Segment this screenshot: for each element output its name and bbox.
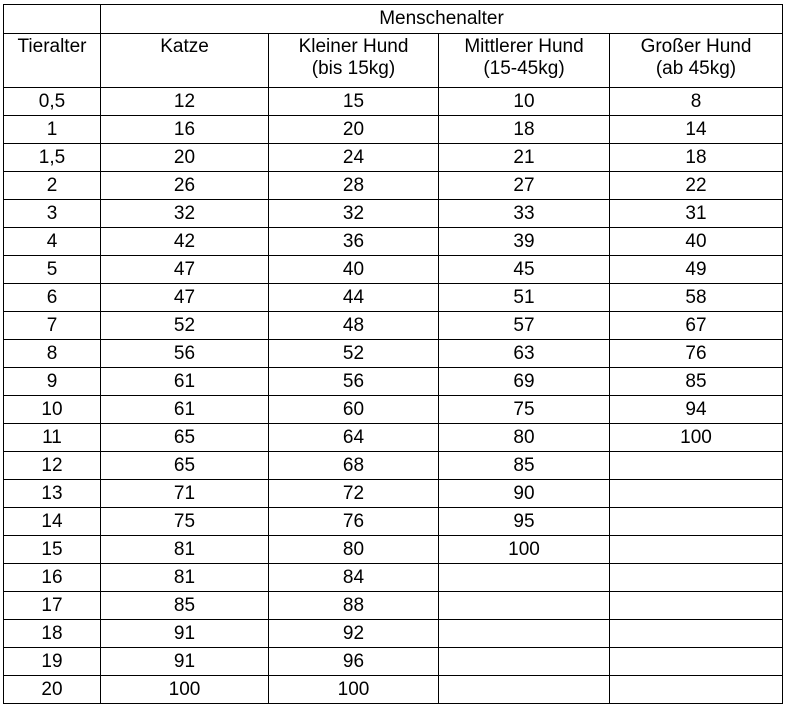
small-dog-age-cell: 92 <box>269 620 439 648</box>
cat-age-cell: 81 <box>101 564 269 592</box>
animal-age-cell: 11 <box>4 424 101 452</box>
medium-dog-age-cell: 18 <box>439 116 610 144</box>
small-dog-age-cell: 76 <box>269 508 439 536</box>
cat-age-cell: 91 <box>101 648 269 676</box>
small-dog-age-cell: 15 <box>269 88 439 116</box>
small-dog-age-cell: 20 <box>269 116 439 144</box>
cat-age-cell: 71 <box>101 480 269 508</box>
small-dog-age-cell: 56 <box>269 368 439 396</box>
large-dog-age-cell <box>610 592 783 620</box>
cat-age-cell: 81 <box>101 536 269 564</box>
cat-age-cell: 61 <box>101 396 269 424</box>
column-header-row <box>4 34 783 88</box>
table-row <box>4 228 783 256</box>
small-dog-age-cell: 32 <box>269 200 439 228</box>
large-dog-age-cell <box>610 452 783 480</box>
medium-dog-age-cell <box>439 648 610 676</box>
table-row <box>4 284 783 312</box>
table-row <box>4 424 783 452</box>
cat-age-cell: 75 <box>101 508 269 536</box>
large-dog-age-cell: 49 <box>610 256 783 284</box>
animal-age-cell: 20 <box>4 676 101 704</box>
medium-dog-age-cell <box>439 676 610 704</box>
table-row <box>4 256 783 284</box>
medium-dog-age-cell: 90 <box>439 480 610 508</box>
header-medium-dog-line1: Mittlerer Hund <box>464 36 584 57</box>
cat-age-cell: 65 <box>101 424 269 452</box>
medium-dog-age-cell: 27 <box>439 172 610 200</box>
table-row <box>4 480 783 508</box>
cat-age-cell: 56 <box>101 340 269 368</box>
cat-age-cell: 20 <box>101 144 269 172</box>
large-dog-age-cell <box>610 620 783 648</box>
animal-age-cell: 1 <box>4 116 101 144</box>
medium-dog-age-cell: 21 <box>439 144 610 172</box>
header-medium-dog <box>439 34 610 88</box>
table-row <box>4 396 783 424</box>
cat-age-cell: 52 <box>101 312 269 340</box>
table-row <box>4 452 783 480</box>
animal-age-cell: 4 <box>4 228 101 256</box>
age-comparison-table <box>3 4 783 704</box>
large-dog-age-cell <box>610 536 783 564</box>
header-small-dog-line2: (bis 15kg) <box>311 58 396 79</box>
cat-age-cell: 65 <box>101 452 269 480</box>
animal-age-cell: 3 <box>4 200 101 228</box>
cat-age-cell: 12 <box>101 88 269 116</box>
small-dog-age-cell: 52 <box>269 340 439 368</box>
header-cat-line1: Katze <box>160 36 209 57</box>
animal-age-cell: 16 <box>4 564 101 592</box>
small-dog-age-cell: 88 <box>269 592 439 620</box>
human-age-super-header: Menschenalter <box>101 5 783 34</box>
cat-age-cell: 32 <box>101 200 269 228</box>
animal-age-cell: 2 <box>4 172 101 200</box>
animal-age-cell: 8 <box>4 340 101 368</box>
cat-age-cell: 91 <box>101 620 269 648</box>
small-dog-age-cell: 44 <box>269 284 439 312</box>
large-dog-age-cell: 94 <box>610 396 783 424</box>
small-dog-age-cell: 80 <box>269 536 439 564</box>
table-row <box>4 312 783 340</box>
super-header-row <box>4 5 783 34</box>
table-row <box>4 592 783 620</box>
small-dog-age-cell: 72 <box>269 480 439 508</box>
animal-age-cell: 5 <box>4 256 101 284</box>
large-dog-age-cell: 18 <box>610 144 783 172</box>
medium-dog-age-cell: 57 <box>439 312 610 340</box>
medium-dog-age-cell: 63 <box>439 340 610 368</box>
animal-age-cell: 9 <box>4 368 101 396</box>
cat-age-cell: 42 <box>101 228 269 256</box>
medium-dog-age-cell: 10 <box>439 88 610 116</box>
header-large-dog-line1: Großer Hund <box>640 36 752 57</box>
large-dog-age-cell: 22 <box>610 172 783 200</box>
animal-age-cell: 0,5 <box>4 88 101 116</box>
table-row <box>4 340 783 368</box>
header-animal-age <box>4 34 101 88</box>
large-dog-age-cell: 85 <box>610 368 783 396</box>
medium-dog-age-cell: 51 <box>439 284 610 312</box>
large-dog-age-cell <box>610 564 783 592</box>
large-dog-age-cell: 40 <box>610 228 783 256</box>
header-cat <box>101 34 269 88</box>
animal-age-cell: 7 <box>4 312 101 340</box>
large-dog-age-cell <box>610 508 783 536</box>
table-row <box>4 200 783 228</box>
small-dog-age-cell: 24 <box>269 144 439 172</box>
medium-dog-age-cell <box>439 564 610 592</box>
cat-age-cell: 47 <box>101 284 269 312</box>
header-animal-age-line1: Tieralter <box>17 36 87 57</box>
small-dog-age-cell: 48 <box>269 312 439 340</box>
animal-age-cell: 1,5 <box>4 144 101 172</box>
table-row <box>4 676 783 704</box>
table-row <box>4 172 783 200</box>
animal-age-cell: 14 <box>4 508 101 536</box>
table-row <box>4 536 783 564</box>
table-row <box>4 368 783 396</box>
cat-age-cell: 26 <box>101 172 269 200</box>
large-dog-age-cell: 31 <box>610 200 783 228</box>
small-dog-age-cell: 40 <box>269 256 439 284</box>
medium-dog-age-cell <box>439 592 610 620</box>
large-dog-age-cell: 58 <box>610 284 783 312</box>
header-small-dog-line1: Kleiner Hund <box>298 36 409 57</box>
small-dog-age-cell: 84 <box>269 564 439 592</box>
animal-age-cell: 15 <box>4 536 101 564</box>
animal-age-cell: 13 <box>4 480 101 508</box>
small-dog-age-cell: 28 <box>269 172 439 200</box>
medium-dog-age-cell: 69 <box>439 368 610 396</box>
animal-age-cell: 10 <box>4 396 101 424</box>
medium-dog-age-cell: 95 <box>439 508 610 536</box>
table-row <box>4 508 783 536</box>
medium-dog-age-cell: 45 <box>439 256 610 284</box>
table-row <box>4 564 783 592</box>
small-dog-age-cell: 36 <box>269 228 439 256</box>
animal-age-cell: 6 <box>4 284 101 312</box>
large-dog-age-cell: 8 <box>610 88 783 116</box>
animal-age-cell: 17 <box>4 592 101 620</box>
medium-dog-age-cell: 75 <box>439 396 610 424</box>
table-row <box>4 116 783 144</box>
header-medium-dog-line2: (15-45kg) <box>483 58 565 79</box>
medium-dog-age-cell <box>439 620 610 648</box>
table-row <box>4 144 783 172</box>
large-dog-age-cell: 14 <box>610 116 783 144</box>
medium-dog-age-cell: 33 <box>439 200 610 228</box>
cat-age-cell: 100 <box>101 676 269 704</box>
animal-age-cell: 18 <box>4 620 101 648</box>
header-large-dog-line2: (ab 45kg) <box>655 58 737 79</box>
large-dog-age-cell: 67 <box>610 312 783 340</box>
medium-dog-age-cell: 39 <box>439 228 610 256</box>
small-dog-age-cell: 60 <box>269 396 439 424</box>
large-dog-age-cell <box>610 676 783 704</box>
empty-corner-cell <box>4 5 101 34</box>
cat-age-cell: 61 <box>101 368 269 396</box>
small-dog-age-cell: 100 <box>269 676 439 704</box>
large-dog-age-cell <box>610 480 783 508</box>
header-large-dog <box>610 34 783 88</box>
table-row <box>4 648 783 676</box>
small-dog-age-cell: 64 <box>269 424 439 452</box>
cat-age-cell: 85 <box>101 592 269 620</box>
table-row <box>4 620 783 648</box>
medium-dog-age-cell: 85 <box>439 452 610 480</box>
animal-age-cell: 12 <box>4 452 101 480</box>
cat-age-cell: 47 <box>101 256 269 284</box>
small-dog-age-cell: 96 <box>269 648 439 676</box>
large-dog-age-cell: 100 <box>610 424 783 452</box>
medium-dog-age-cell: 100 <box>439 536 610 564</box>
medium-dog-age-cell: 80 <box>439 424 610 452</box>
cat-age-cell: 16 <box>101 116 269 144</box>
small-dog-age-cell: 68 <box>269 452 439 480</box>
animal-age-cell: 19 <box>4 648 101 676</box>
table-row <box>4 88 783 116</box>
large-dog-age-cell: 76 <box>610 340 783 368</box>
header-small-dog <box>269 34 439 88</box>
large-dog-age-cell <box>610 648 783 676</box>
